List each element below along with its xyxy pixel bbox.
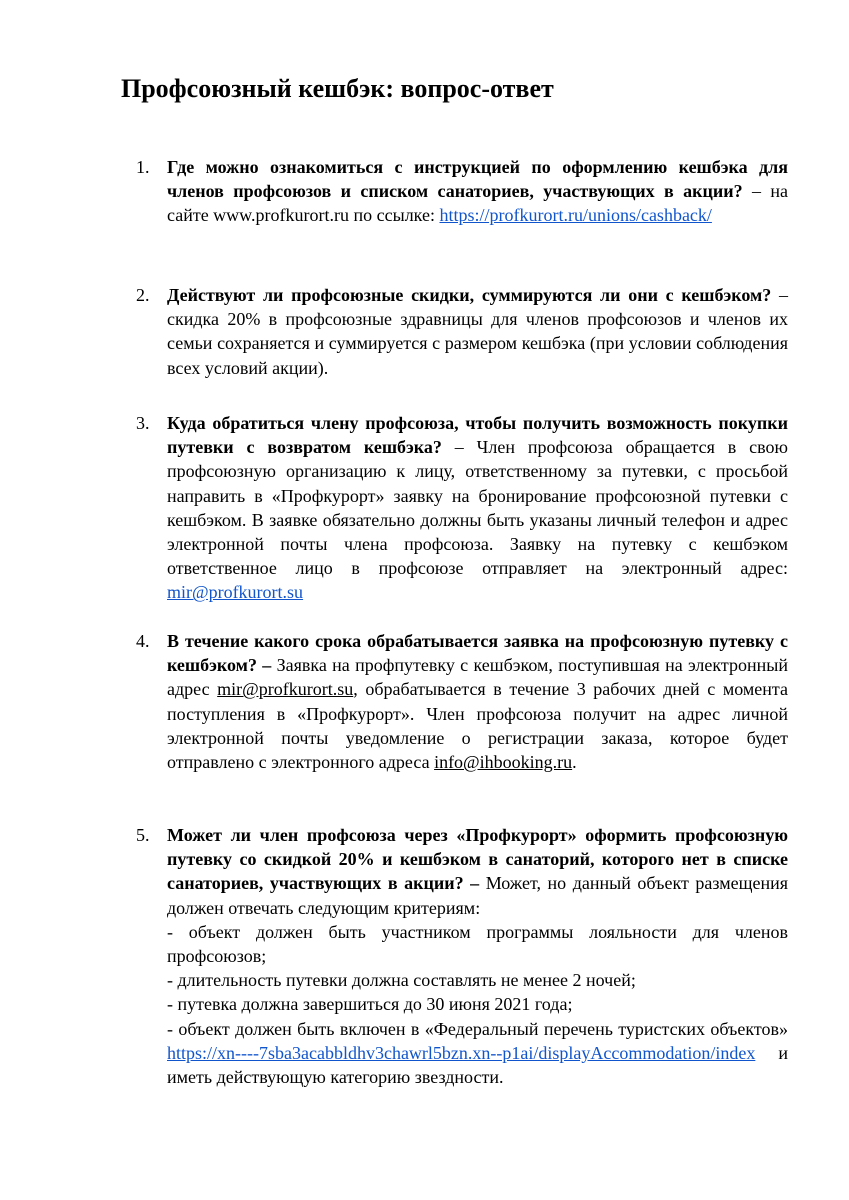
answer-text: – скидка 20% в профсоюзные здравницы для членов профсоюзов и членов их семьи сохраняется и суммируется с размером кешбэка (при условии соблюдения всех условий акции). bbox=[167, 285, 788, 378]
item-body bbox=[167, 823, 788, 1089]
answer-text-mid: , обрабатывается в течение 3 рабочих дней с момента поступления в «Профкурорт». Член профсоюза получит на адрес личной электронной почты уведомление о регистрации заказа, которое будет отправлено с электронного адреса bbox=[167, 679, 788, 773]
email-address[interactable]: mir@profkurort.su bbox=[217, 679, 354, 700]
cashback-link[interactable]: https://profkurort.ru/unions/cashback/ bbox=[439, 205, 712, 226]
question-text: Действуют ли профсоюзные скидки, суммируются ли они с кешбэком? bbox=[167, 285, 772, 305]
criterion-4-text: - объект должен быть включен в «Федеральный перечень туристских объектов» bbox=[167, 1018, 788, 1039]
item-body bbox=[167, 411, 788, 605]
email-address-2[interactable]: info@ihbooking.ru bbox=[434, 752, 573, 773]
answer-text: – Член профсоюза обращается в свою профсоюзную организацию к лицу, ответственному за путевки, с просьбой направить в «Профкурорт» заявку на бронирование профсоюзной путевки с кешбэком. В заявке обязательно должны быть указаны личный телефон и адрес электронной почты члена профсоюза. Заявку на путевку с кешбэком ответственное лицо в профсоюзе отправляет на электронный адрес: bbox=[167, 437, 788, 579]
item-body bbox=[167, 155, 788, 228]
email-link[interactable]: mir@profkurort.su bbox=[167, 582, 304, 603]
item-body bbox=[167, 283, 788, 380]
criterion-3: - путевка должна завершиться до 30 июня 2021 года; bbox=[167, 994, 573, 1015]
answer-text: Может, но данный объект размещения должен отвечать следующим критериям: bbox=[167, 873, 788, 918]
page-title: Профсоюзный кешбэк: вопрос-ответ bbox=[121, 74, 554, 103]
criterion-1: - объект должен быть участником программы лояльности для членов профсоюзов; bbox=[167, 921, 788, 967]
question-text: Может ли член профсоюза через «Профкурорт» оформить профсоюзную путевку со скидкой 20% и кешбэком в санаторий, которого нет в списке санаториев, участвующих в акции? – bbox=[167, 825, 788, 894]
answer-text-end: . bbox=[572, 752, 577, 773]
item-number: 3. bbox=[136, 413, 150, 433]
item-number: 2. bbox=[136, 285, 150, 305]
federal-list-link[interactable]: https://xn----7sba3acabbldhv3chawrl5bzn.xn--p1ai/displayAccommodation/index bbox=[167, 1042, 756, 1063]
item-number: 4. bbox=[136, 631, 150, 651]
item-number: 5. bbox=[136, 825, 150, 845]
question-text: В течение какого срока обрабатывается заявка на профсоюзную путевку с кешбэком? – bbox=[167, 631, 788, 676]
criterion-4 bbox=[167, 1017, 788, 1090]
question-text: Где можно ознакомиться с инструкцией по оформлению кешбэка для членов профсоюзов и списком санаториев, участвующих в акции? bbox=[167, 157, 788, 202]
answer-text: – на сайте www.profkurort.ru по ссылке: bbox=[167, 181, 788, 226]
criterion-4-end: и иметь действующую категорию звездности. bbox=[167, 1042, 788, 1088]
item-number: 1. bbox=[136, 157, 150, 177]
criterion-2: - длительность путевки должна составлять не менее 2 ночей; bbox=[167, 970, 636, 991]
answer-text: Заявка на профпутевку с кешбэком, поступившая на электронный адрес bbox=[167, 655, 788, 700]
item-body bbox=[167, 629, 788, 774]
question-text: Куда обратиться члену профсоюза, чтобы получить возможность покупки путевки с возвратом кешбэка? bbox=[167, 413, 788, 458]
